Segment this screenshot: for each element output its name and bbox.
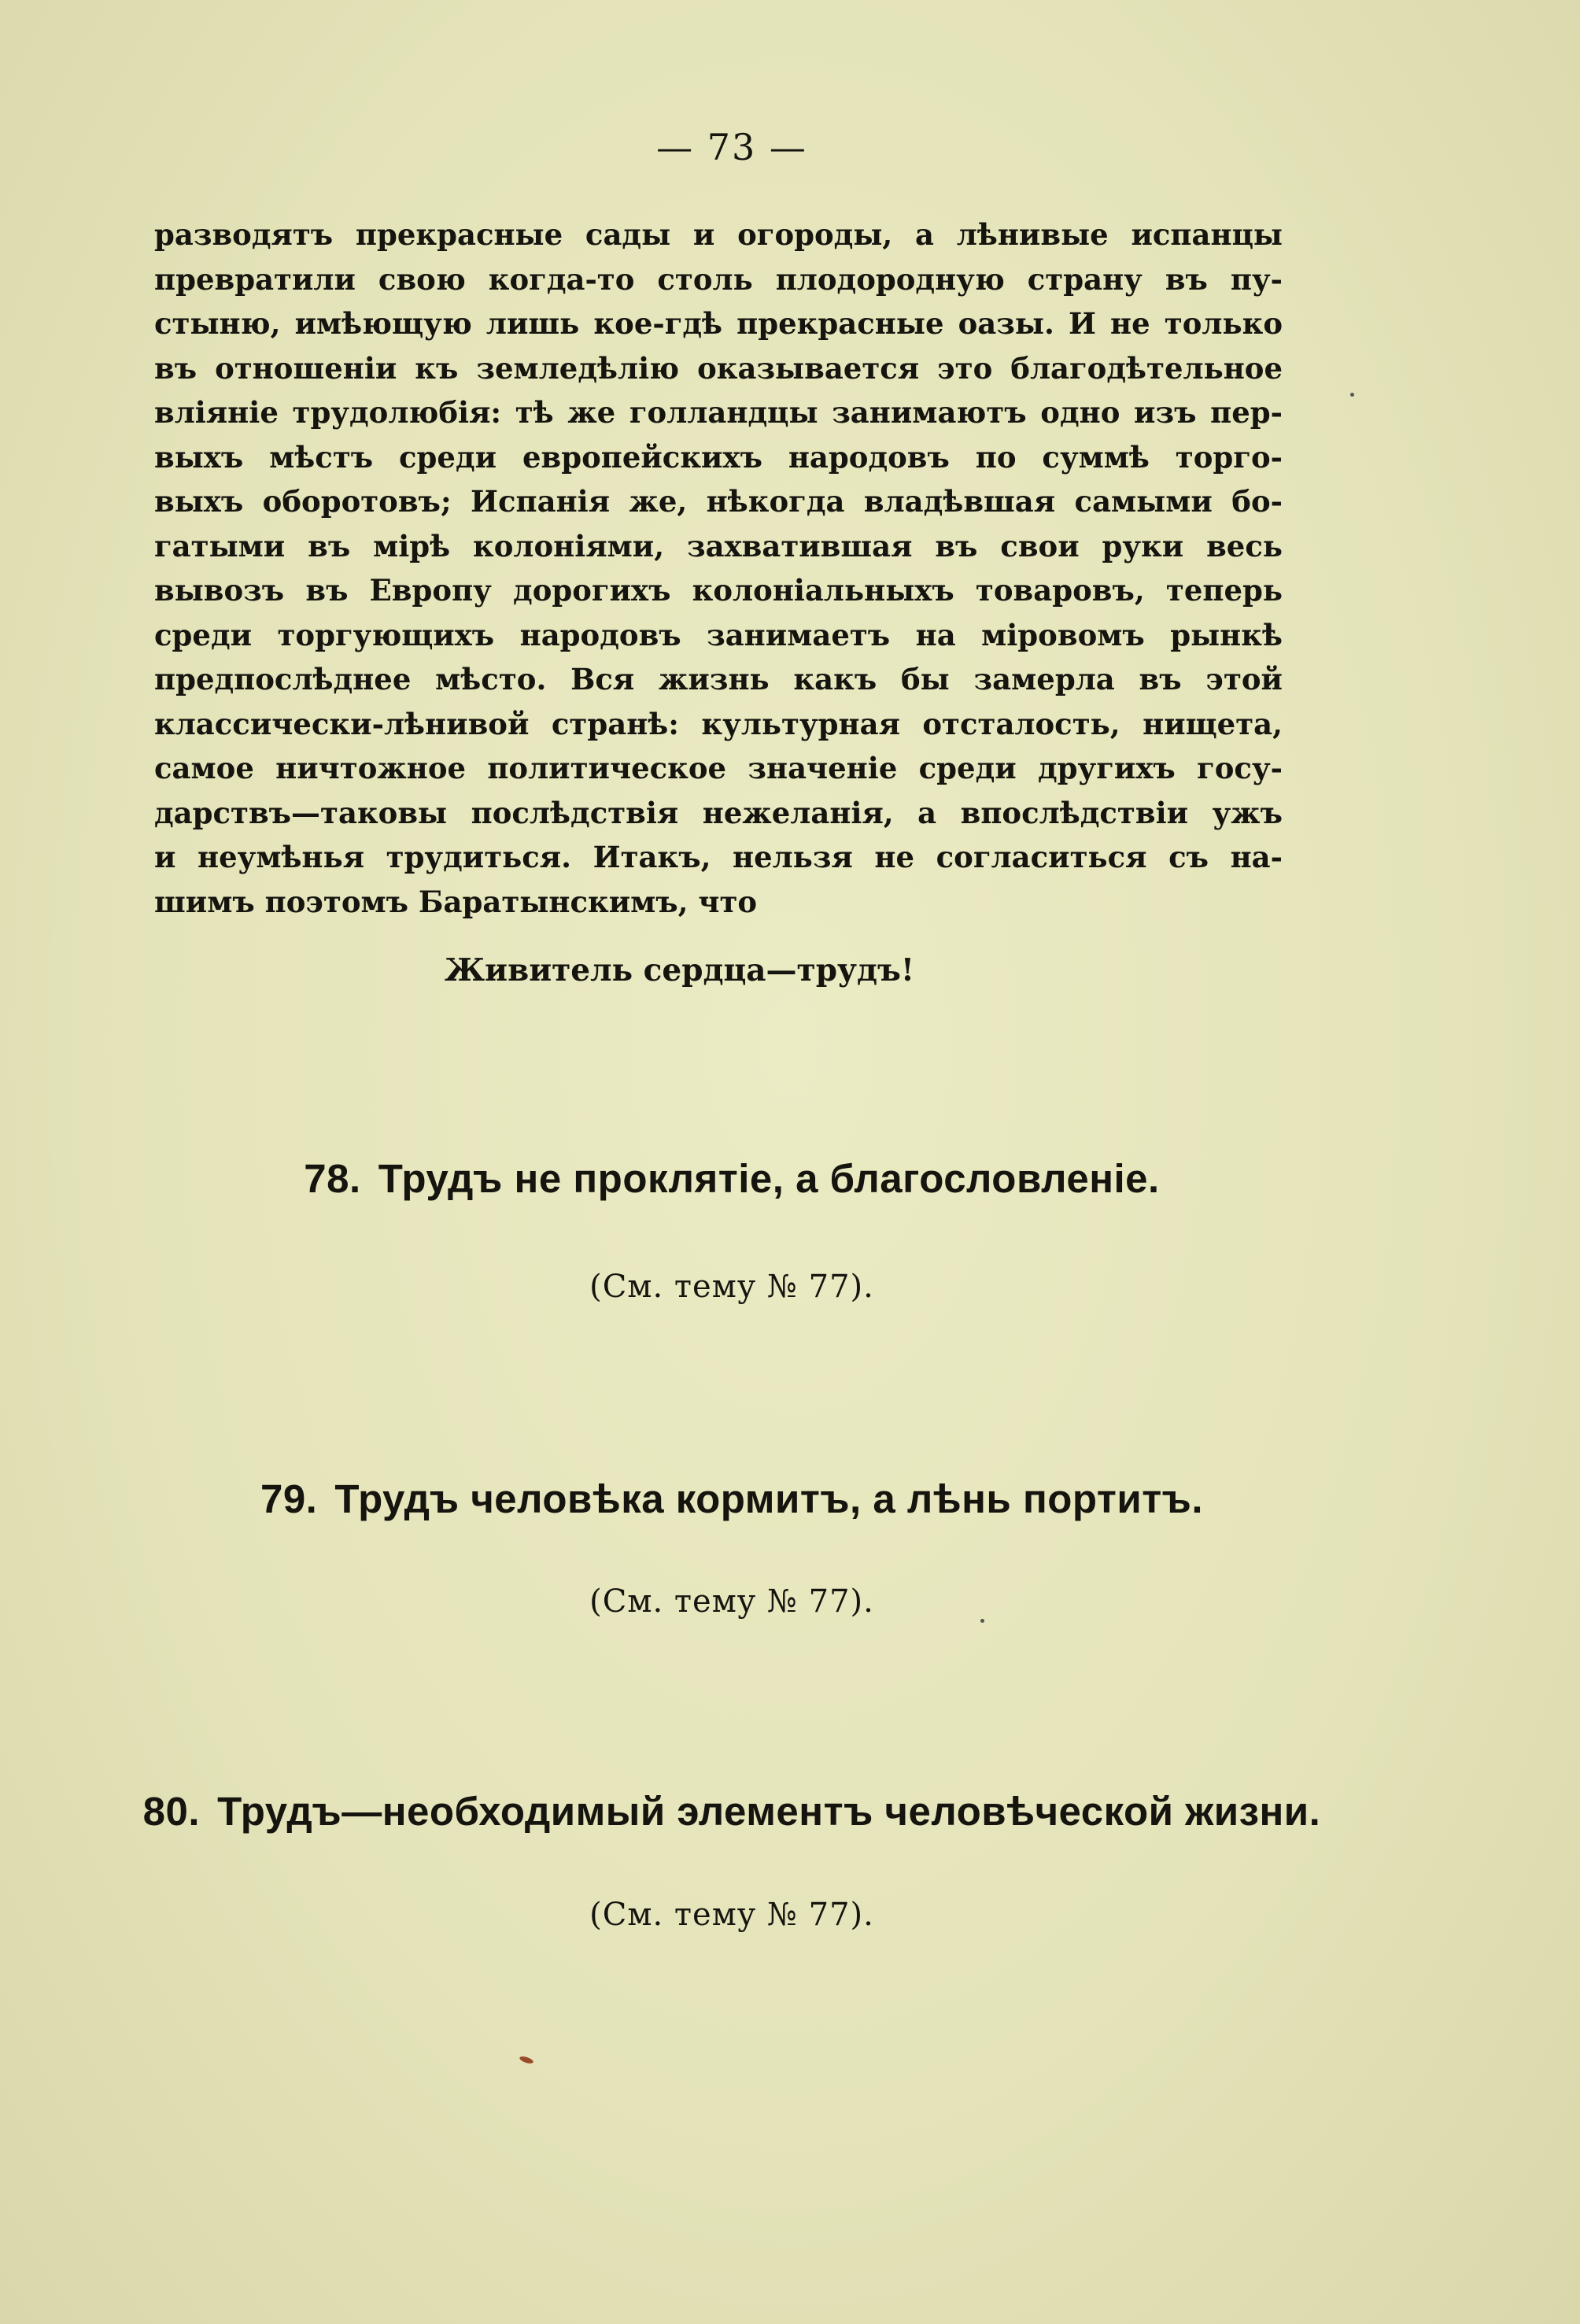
poem-quote: Живитель сердца—трудъ! [445, 952, 914, 988]
paragraph-line: выхъ оборотовъ; Испанія же, нѣкогда владѣвшая самыми бо- [154, 484, 1283, 519]
paragraph-line: предпослѣднее мѣсто. Вся жизнь какъ бы замерла въ этой [154, 662, 1283, 696]
paragraph-line: дарствъ—таковы послѣдствія нежеланія, а впослѣдствіи ужъ [154, 795, 1283, 830]
section-reference [0, 1897, 1464, 1933]
paragraph-line: шимъ поэтомъ Баратынскимъ, что [154, 884, 758, 919]
paragraph-line: вліяніе трудолюбія: тѣ же голландцы занимаютъ одно изъ пер- [154, 395, 1283, 430]
paragraph-line: вывозъ въ Европу дорогихъ колоніальныхъ товаровъ, теперь [154, 573, 1283, 608]
section-heading-78 [0, 1155, 1464, 1202]
section-number: 79. [260, 1476, 318, 1521]
paragraph-line: въ отношеніи къ земледѣлію оказывается это благодѣтельное [154, 350, 1283, 386]
section-heading-79 [0, 1476, 1464, 1522]
section-heading-80 [0, 1788, 1464, 1834]
paper-stain [519, 2055, 533, 2064]
section-title: Трудъ—необходимый элементъ человѣческой жизни. [217, 1789, 1321, 1834]
paragraph-line: среди торгующихъ народовъ занимаетъ на міровомъ рынкѣ [154, 617, 1283, 652]
paragraph-line: стыню, имѣющую лишь кое-гдѣ прекрасные оазы. И не только [154, 306, 1283, 341]
reference-text: (См. тему № 77). [589, 1269, 874, 1305]
paragraph-line: классически-лѣнивой странѣ: культурная отсталость, нищета, [154, 706, 1283, 741]
section-reference [0, 1269, 1464, 1305]
paper-speck [1350, 393, 1354, 397]
page-number: — 73 — [656, 126, 807, 168]
section-number: 78. [304, 1156, 361, 1201]
paragraph-line: выхъ мѣстъ среди европейскихъ народовъ по суммѣ торго- [154, 439, 1283, 475]
paragraph-line: превратили свою когда-то столь плодородную страну въ пу- [154, 261, 1283, 297]
body-paragraph [154, 212, 1283, 924]
paper-speck [980, 1619, 984, 1623]
paragraph-line: разводятъ прекрасные сады и огороды, а лѣнивые испанцы [154, 217, 1283, 252]
paragraph-line: гатыми въ мірѣ колоніями, захватившая въ свои руки весь [154, 528, 1283, 563]
section-title: Трудъ человѣка кормитъ, а лѣнь портитъ. [334, 1476, 1204, 1521]
paragraph-line: самое ничтожное политическое значеніе среди другихъ госу- [154, 751, 1283, 785]
section-number: 80. [142, 1789, 201, 1834]
section-reference [0, 1583, 1464, 1620]
section-title: Трудъ не проклятіе, а благословленіе. [378, 1156, 1160, 1201]
reference-text: (См. тему № 77). [589, 1897, 874, 1933]
reference-text: (См. тему № 77). [589, 1583, 874, 1620]
paragraph-line: и неумѣнья трудиться. Итакъ, нельзя не согласиться съ на- [154, 840, 1283, 874]
